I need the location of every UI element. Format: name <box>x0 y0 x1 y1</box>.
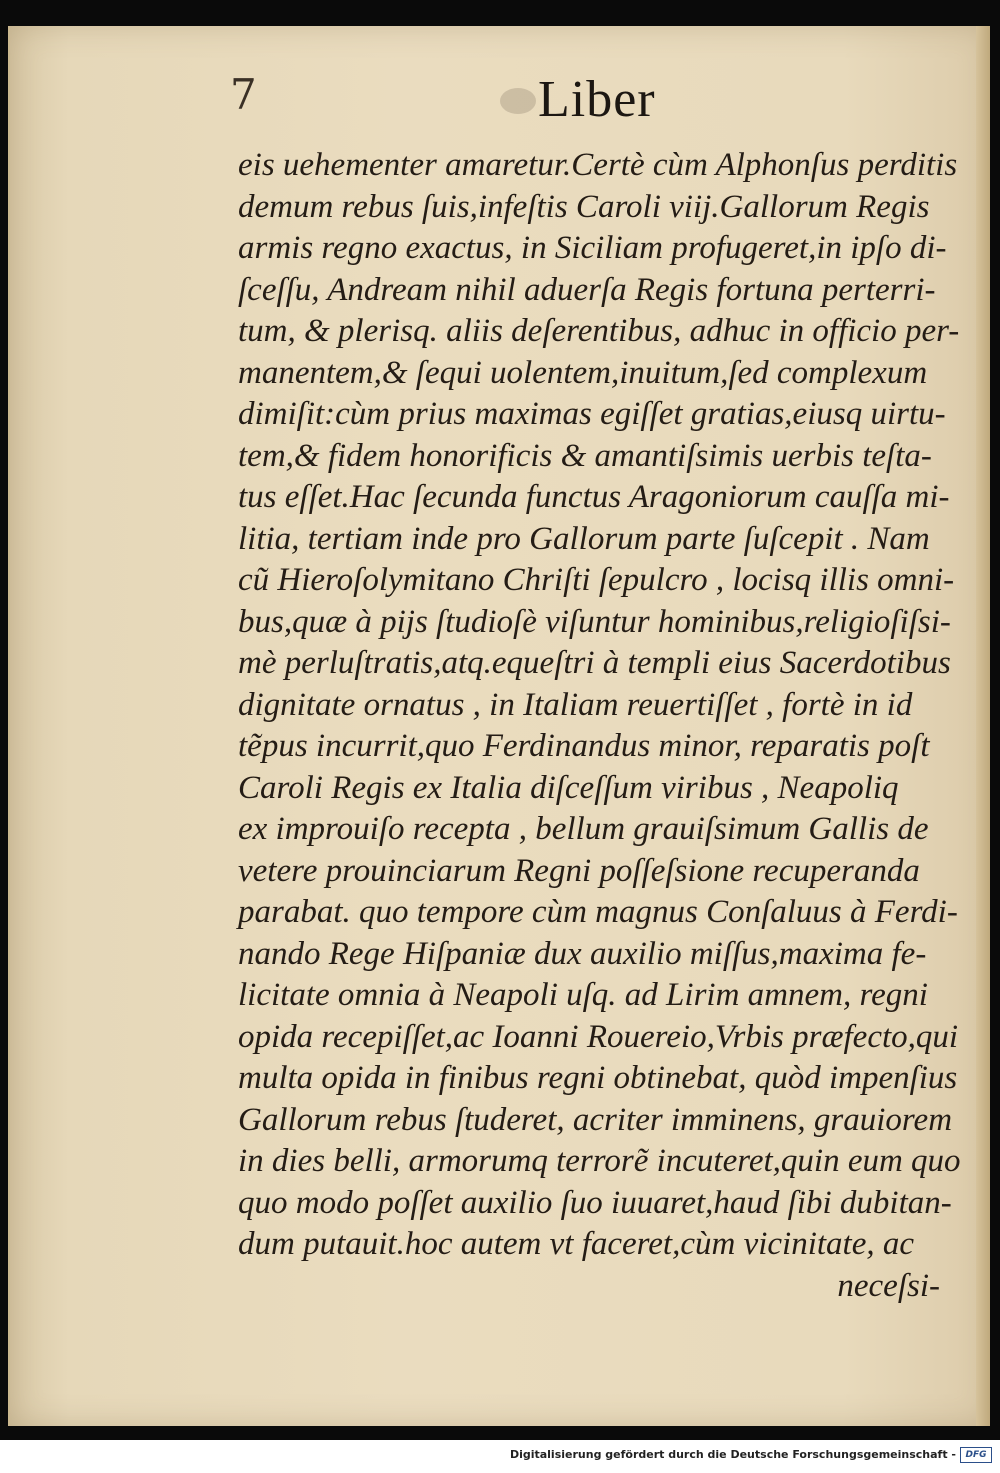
text-line: nando Rege Hiſpaniæ dux auxilio miſſus,maxima fe- <box>238 935 927 972</box>
text-line: tum, & plerisq. aliis deſerentibus, adhuc in officio per- <box>238 313 960 349</box>
text-line: tem,& fidem honorificis & amantiſsimis uerbis teſta- <box>238 437 932 474</box>
footer-bar <box>0 1440 1000 1473</box>
text-line: litia, tertiam inde pro Gallorum parte ſuſcepit . Nam <box>238 520 930 557</box>
text-line: opida recepiſſet,ac Ioanni Rouereio,Vrbis præfecto,qui <box>238 1018 959 1055</box>
text-line: Caroli Regis ex Italia diſceſſum viribus , Neapoliq <box>238 769 899 806</box>
text-line: in dies belli, armorumq terrorẽ incuteret,quin eum quo <box>238 1143 961 1179</box>
text-line: ex improuiſo recepta , bellum grauiſsimum Gallis de <box>238 811 929 847</box>
text-line: quo modo poſſet auxilio ſuo iuuaret,haud ſibi dubitan- <box>238 1184 952 1221</box>
running-head: Liber <box>538 71 656 128</box>
folio-mark: 7 <box>230 70 257 119</box>
text-line: parabat. quo tempore cùm magnus Conſaluus à Ferdi- <box>238 894 958 930</box>
text-line: mè perluſtratis,atq.equeſtri à templi eius Sacerdotibus <box>238 645 951 681</box>
text-line: dum putauit.hoc autem vt faceret,cùm vicinitate, ac <box>238 1226 915 1262</box>
text-line: tẽpus incurrit,quo Ferdinandus minor, reparatis poſt <box>238 728 930 764</box>
catchword: neceſsi- <box>837 1267 940 1304</box>
text-line: dignitate ornatus , in Italiam reuertiſſet , fortè in id <box>238 686 913 723</box>
text-line: cũ Hieroſolymitano Chriſti ſepulcro , locisq illis omni- <box>238 562 955 598</box>
dfg-logo-icon: DFG <box>960 1447 992 1463</box>
text-line: tus eſſet.Hac ſecunda functus Aragoniorum cauſſa mi- <box>238 479 950 515</box>
text-line: bus,quæ à pijs ſtudioſè viſuntur hominibus,religioſiſsi- <box>238 603 951 640</box>
text-line: manentem,& ſequi uolentem,inuitum,ſed complexum <box>238 354 928 391</box>
text-line: dimiſit:cùm prius maximas egiſſet gratias,eiusq uirtu- <box>238 396 946 432</box>
funding-credit: Digitalisierung gefördert durch die Deutsche Forschungsgemeinschaft - <box>509 1448 956 1461</box>
text-line: demum rebus ſuis,infeſtis Caroli viij.Gallorum Regis <box>238 188 930 225</box>
text-line: eis uehementer amaretur.Certè cùm Alphonſus perditis <box>238 147 958 183</box>
text-line: armis regno exactus, in Siciliam profugeret,in ipſo di- <box>238 230 947 266</box>
text-line: multa opida in finibus regni obtinebat, quòd impenſius <box>238 1060 958 1096</box>
text-line: vetere prouinciarum Regni poſſeſsione recuperanda <box>238 852 920 889</box>
body-text <box>238 145 968 1307</box>
text-line: licitate omnia à Neapoli uſq. ad Lirim amnem, regni <box>238 977 928 1013</box>
page-edge <box>976 26 990 1426</box>
text-line: ſceſſu, Andream nihil aduerſa Regis fortuna perterri- <box>238 271 936 308</box>
text-line: Gallorum rebus ſtuderet, acriter imminens, grauiorem <box>238 1101 953 1138</box>
ink-smudge <box>500 88 536 114</box>
